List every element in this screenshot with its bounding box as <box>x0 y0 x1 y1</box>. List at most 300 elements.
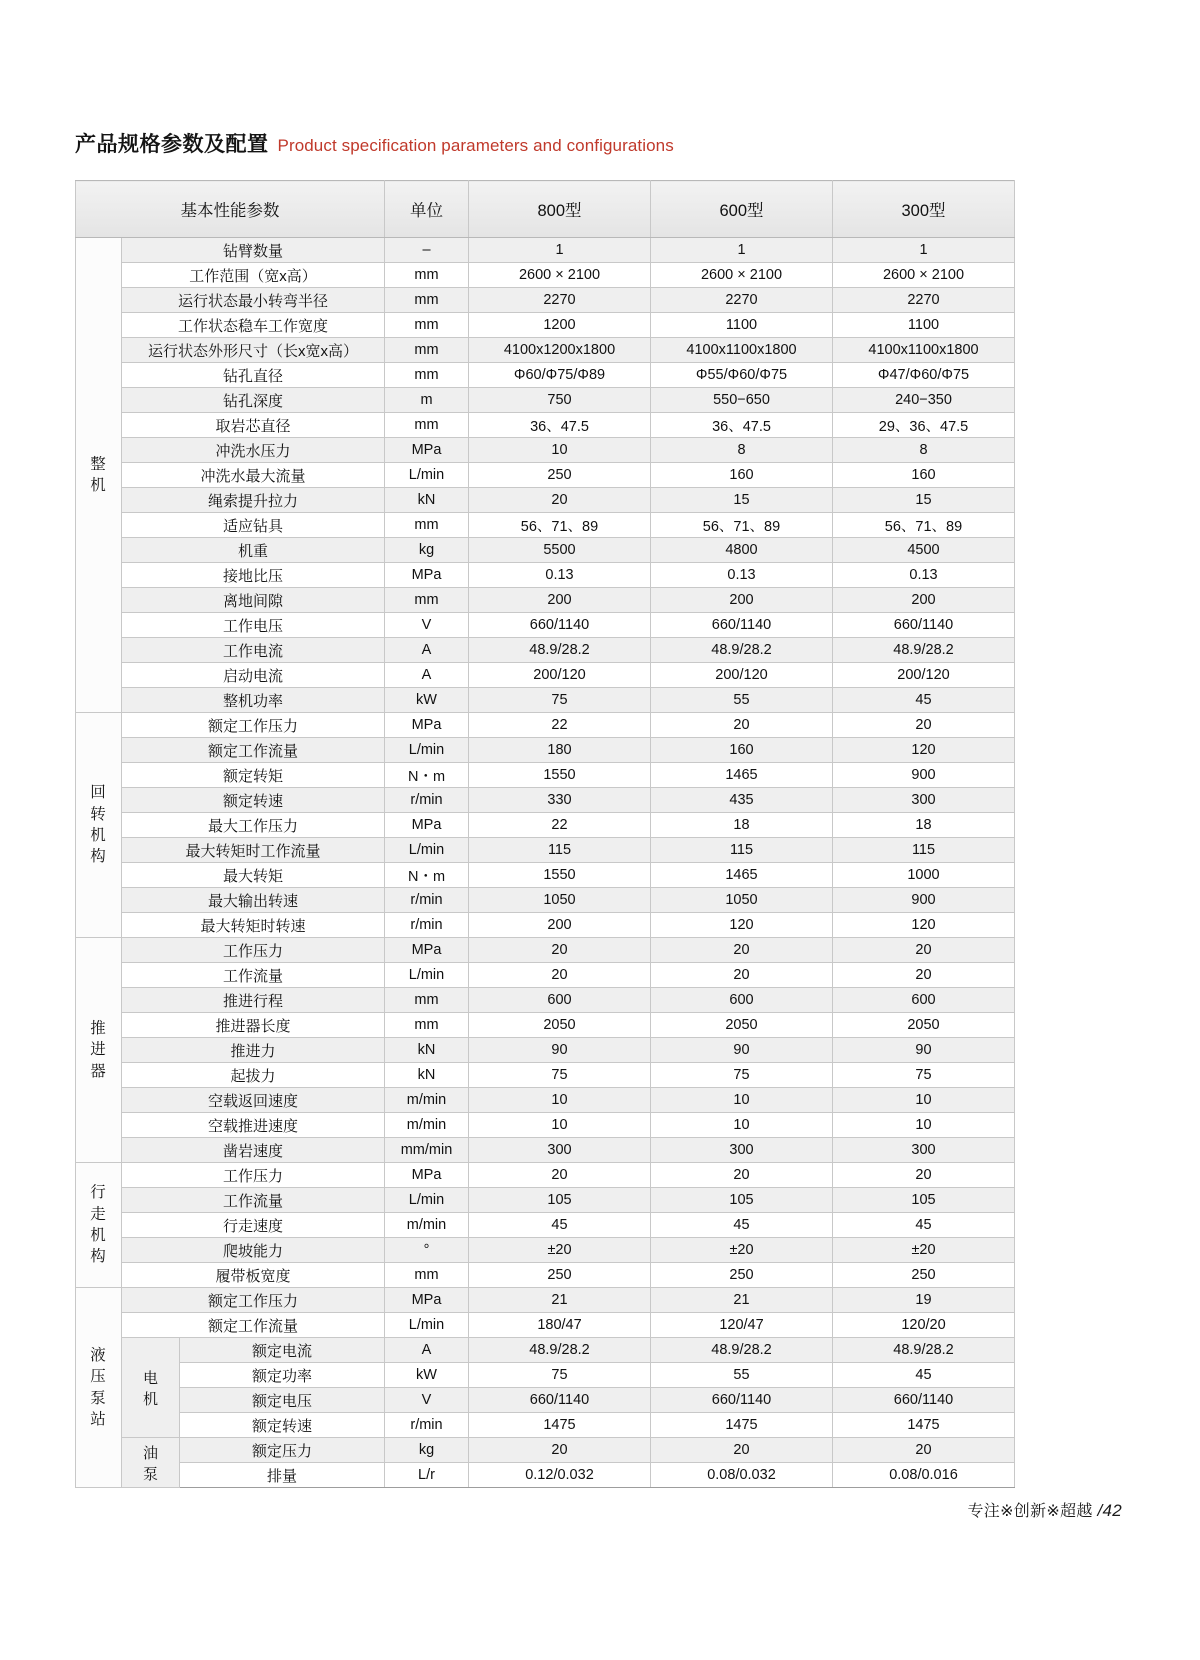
param-name: 起拔力 <box>122 1063 385 1088</box>
param-value-300型: 45 <box>833 1213 1015 1238</box>
param-value-600型: 90 <box>651 1038 833 1063</box>
param-value-600型: 300 <box>651 1138 833 1163</box>
param-value-300型: 2050 <box>833 1013 1015 1038</box>
table-row <box>76 888 1015 913</box>
param-name: 工作压力 <box>122 938 385 963</box>
param-value-300型: 20 <box>833 1163 1015 1188</box>
param-value-800型: 5500 <box>469 538 651 563</box>
param-value-300型: 120 <box>833 738 1015 763</box>
param-value-800型: 10 <box>469 1113 651 1138</box>
param-value-800型: 1 <box>469 238 651 263</box>
param-unit: V <box>385 613 469 638</box>
param-name: 启动电流 <box>122 663 385 688</box>
param-name: 绳索提升拉力 <box>122 488 385 513</box>
param-value-600型: 2600 × 2100 <box>651 263 833 288</box>
param-unit: kN <box>385 1063 469 1088</box>
param-name: 工作压力 <box>122 1163 385 1188</box>
param-unit: r/min <box>385 913 469 938</box>
param-name: 空载返回速度 <box>122 1088 385 1113</box>
param-value-600型: 20 <box>651 938 833 963</box>
param-unit: L/r <box>385 1463 469 1488</box>
param-value-800型: 1550 <box>469 863 651 888</box>
table-row <box>76 1263 1015 1288</box>
param-value-300型: 900 <box>833 763 1015 788</box>
param-value-600型: ±20 <box>651 1238 833 1263</box>
param-value-800型: 22 <box>469 813 651 838</box>
param-unit: mm <box>385 1263 469 1288</box>
table-row <box>76 688 1015 713</box>
param-unit: mm <box>385 313 469 338</box>
param-name: 履带板宽度 <box>122 1263 385 1288</box>
param-value-600型: 10 <box>651 1113 833 1138</box>
param-value-800型: 21 <box>469 1288 651 1313</box>
param-name: 整机功率 <box>122 688 385 713</box>
param-value-600型: 120/47 <box>651 1313 833 1338</box>
param-value-300型: 900 <box>833 888 1015 913</box>
param-value-600型: 15 <box>651 488 833 513</box>
param-value-800型: 300 <box>469 1138 651 1163</box>
param-value-600型: 20 <box>651 713 833 738</box>
param-unit: mm <box>385 988 469 1013</box>
param-name: 冲洗水压力 <box>122 438 385 463</box>
table-row <box>76 1188 1015 1213</box>
param-value-800型: 115 <box>469 838 651 863</box>
param-unit: N・m <box>385 763 469 788</box>
param-unit: – <box>385 238 469 263</box>
param-unit: MPa <box>385 1288 469 1313</box>
param-value-600型: 250 <box>651 1263 833 1288</box>
param-value-600型: 1465 <box>651 763 833 788</box>
param-value-800型: 2270 <box>469 288 651 313</box>
param-value-800型: 22 <box>469 713 651 738</box>
table-row <box>76 1413 1015 1438</box>
group-label-3: 行 走 机 构 <box>76 1163 122 1288</box>
param-unit: m/min <box>385 1113 469 1138</box>
param-name: 工作状态稳车工作宽度 <box>122 313 385 338</box>
param-unit: MPa <box>385 713 469 738</box>
page-title-cn: 产品规格参数及配置 <box>75 133 269 156</box>
param-unit: kg <box>385 1438 469 1463</box>
table-row <box>76 588 1015 613</box>
param-unit: L/min <box>385 463 469 488</box>
param-unit: L/min <box>385 838 469 863</box>
param-value-600型: 55 <box>651 1363 833 1388</box>
param-value-600型: 45 <box>651 1213 833 1238</box>
param-value-600型: 160 <box>651 738 833 763</box>
param-unit: L/min <box>385 1188 469 1213</box>
param-name: 额定工作压力 <box>122 1288 385 1313</box>
table-row <box>76 563 1015 588</box>
param-value-300型: 1000 <box>833 863 1015 888</box>
param-unit: mm <box>385 288 469 313</box>
param-name: 冲洗水最大流量 <box>122 463 385 488</box>
table-row <box>76 238 1015 263</box>
param-value-300型: 19 <box>833 1288 1015 1313</box>
param-value-300型: 90 <box>833 1038 1015 1063</box>
param-value-300型: 300 <box>833 1138 1015 1163</box>
param-value-600型: 20 <box>651 1438 833 1463</box>
table-row <box>76 288 1015 313</box>
param-value-300型: ±20 <box>833 1238 1015 1263</box>
param-name: 额定转矩 <box>122 763 385 788</box>
table-row <box>76 1238 1015 1263</box>
param-unit: kW <box>385 1363 469 1388</box>
footer-slogan: 专注※创新※超越 <box>967 1503 1093 1520</box>
param-name: 适应钻具 <box>122 513 385 538</box>
param-value-300型: 18 <box>833 813 1015 838</box>
param-value-800型: 200 <box>469 588 651 613</box>
param-value-800型: 56、71、89 <box>469 513 651 538</box>
param-value-300型: 200/120 <box>833 663 1015 688</box>
param-value-800型: Φ60/Φ75/Φ89 <box>469 363 651 388</box>
param-value-300型: 1100 <box>833 313 1015 338</box>
param-value-800型: 10 <box>469 1088 651 1113</box>
param-value-600型: 1465 <box>651 863 833 888</box>
param-name: 推进器长度 <box>122 1013 385 1038</box>
param-value-600型: 435 <box>651 788 833 813</box>
param-value-800型: 48.9/28.2 <box>469 638 651 663</box>
table-row <box>76 1363 1015 1388</box>
param-value-800型: 75 <box>469 1063 651 1088</box>
param-value-600型: 2270 <box>651 288 833 313</box>
param-value-600型: 0.13 <box>651 563 833 588</box>
param-name: 工作范围（宽x高） <box>122 263 385 288</box>
param-unit: mm/min <box>385 1138 469 1163</box>
param-value-800型: 45 <box>469 1213 651 1238</box>
table-row <box>76 1088 1015 1113</box>
param-unit: MPa <box>385 563 469 588</box>
param-unit: m/min <box>385 1088 469 1113</box>
param-name: 推进力 <box>122 1038 385 1063</box>
param-name: 最大转矩 <box>122 863 385 888</box>
table-row <box>76 863 1015 888</box>
table-row <box>76 713 1015 738</box>
table-row <box>76 813 1015 838</box>
param-value-800型: 750 <box>469 388 651 413</box>
param-value-800型: 330 <box>469 788 651 813</box>
param-value-300型: 10 <box>833 1088 1015 1113</box>
param-value-300型: 300 <box>833 788 1015 813</box>
param-value-800型: 600 <box>469 988 651 1013</box>
param-value-300型: 1475 <box>833 1413 1015 1438</box>
param-value-600型: 0.08/0.032 <box>651 1463 833 1488</box>
table-row <box>76 538 1015 563</box>
param-unit: mm <box>385 263 469 288</box>
param-value-800型: 250 <box>469 463 651 488</box>
table-row <box>76 913 1015 938</box>
group-label-2: 推 进 器 <box>76 938 122 1163</box>
param-value-600型: 21 <box>651 1288 833 1313</box>
param-value-300型: 600 <box>833 988 1015 1013</box>
param-value-600型: 4100x1100x1800 <box>651 338 833 363</box>
param-value-800型: 250 <box>469 1263 651 1288</box>
param-value-300型: 1 <box>833 238 1015 263</box>
sub-group-label-油泵: 油 泵 <box>122 1438 180 1488</box>
param-value-800型: 1475 <box>469 1413 651 1438</box>
param-name: 额定工作压力 <box>122 713 385 738</box>
table-row <box>76 1113 1015 1138</box>
param-value-300型: 120 <box>833 913 1015 938</box>
param-unit: MPa <box>385 438 469 463</box>
param-value-300型: 45 <box>833 688 1015 713</box>
param-name: 接地比压 <box>122 563 385 588</box>
param-name: 运行状态外形尺寸（长x宽x高） <box>122 338 385 363</box>
param-value-800型: 200/120 <box>469 663 651 688</box>
param-value-800型: 2050 <box>469 1013 651 1038</box>
param-value-600型: 20 <box>651 1163 833 1188</box>
table-row <box>76 613 1015 638</box>
table-row <box>76 788 1015 813</box>
param-value-800型: 1550 <box>469 763 651 788</box>
param-value-300型: 250 <box>833 1263 1015 1288</box>
footer-page-number: /42 <box>1097 1501 1122 1520</box>
param-value-800型: 0.13 <box>469 563 651 588</box>
table-row <box>76 763 1015 788</box>
param-value-600型: 660/1140 <box>651 1388 833 1413</box>
param-value-800型: 660/1140 <box>469 1388 651 1413</box>
param-name: 额定功率 <box>180 1363 385 1388</box>
param-value-800型: 2600 × 2100 <box>469 263 651 288</box>
specification-table <box>75 180 1015 1488</box>
param-value-300型: 29、36、47.5 <box>833 413 1015 438</box>
param-name: 额定转速 <box>122 788 385 813</box>
param-unit: A <box>385 638 469 663</box>
param-value-800型: 20 <box>469 488 651 513</box>
param-unit: L/min <box>385 738 469 763</box>
table-row <box>76 1313 1015 1338</box>
param-value-600型: 160 <box>651 463 833 488</box>
param-unit: L/min <box>385 1313 469 1338</box>
param-value-300型: 160 <box>833 463 1015 488</box>
param-name: 额定压力 <box>180 1438 385 1463</box>
param-value-600型: 1 <box>651 238 833 263</box>
param-unit: r/min <box>385 1413 469 1438</box>
param-name: 最大转矩时工作流量 <box>122 838 385 863</box>
param-value-300型: 10 <box>833 1113 1015 1138</box>
param-value-300型: 660/1140 <box>833 613 1015 638</box>
param-name: 空载推进速度 <box>122 1113 385 1138</box>
param-value-300型: 0.08/0.016 <box>833 1463 1015 1488</box>
param-value-800型: 105 <box>469 1188 651 1213</box>
page-title <box>75 128 674 158</box>
param-value-800型: 20 <box>469 1438 651 1463</box>
param-value-600型: 105 <box>651 1188 833 1213</box>
param-value-300型: 660/1140 <box>833 1388 1015 1413</box>
table-row <box>76 638 1015 663</box>
param-value-600型: 48.9/28.2 <box>651 638 833 663</box>
param-unit: mm <box>385 588 469 613</box>
param-unit: mm <box>385 413 469 438</box>
sub-group-label-电机: 电 机 <box>122 1338 180 1438</box>
param-unit: V <box>385 1388 469 1413</box>
param-value-300型: 115 <box>833 838 1015 863</box>
header-basic-params: 基本性能参数 <box>76 181 385 238</box>
param-value-600型: 600 <box>651 988 833 1013</box>
table-row <box>76 663 1015 688</box>
param-value-800型: 75 <box>469 1363 651 1388</box>
page-title-en: Product specification parameters and configurations <box>277 136 674 155</box>
param-value-800型: 20 <box>469 963 651 988</box>
param-unit: MPa <box>385 938 469 963</box>
table-header-row <box>76 181 1015 238</box>
table-row <box>76 1463 1015 1488</box>
param-name: 钻孔深度 <box>122 388 385 413</box>
param-unit: kg <box>385 538 469 563</box>
param-value-600型: 550−650 <box>651 388 833 413</box>
param-name: 钻臂数量 <box>122 238 385 263</box>
param-value-800型: 1050 <box>469 888 651 913</box>
param-unit: kN <box>385 1038 469 1063</box>
param-value-300型: 48.9/28.2 <box>833 638 1015 663</box>
param-value-300型: 2600 × 2100 <box>833 263 1015 288</box>
param-name: 机重 <box>122 538 385 563</box>
param-value-300型: Φ47/Φ60/Φ75 <box>833 363 1015 388</box>
param-value-600型: 36、47.5 <box>651 413 833 438</box>
param-value-600型: 75 <box>651 1063 833 1088</box>
group-label-4: 液 压 泵 站 <box>76 1288 122 1488</box>
table-row <box>76 1138 1015 1163</box>
param-value-600型: 20 <box>651 963 833 988</box>
table-row <box>76 1038 1015 1063</box>
param-unit: m <box>385 388 469 413</box>
param-name: 凿岩速度 <box>122 1138 385 1163</box>
header-unit: 单位 <box>385 181 469 238</box>
param-unit: A <box>385 1338 469 1363</box>
param-value-600型: Φ55/Φ60/Φ75 <box>651 363 833 388</box>
param-unit: r/min <box>385 788 469 813</box>
param-value-300型: 20 <box>833 963 1015 988</box>
header-model-800型: 800型 <box>469 181 651 238</box>
param-unit: m/min <box>385 1213 469 1238</box>
param-value-600型: 1475 <box>651 1413 833 1438</box>
param-value-600型: 55 <box>651 688 833 713</box>
param-unit: kW <box>385 688 469 713</box>
param-value-300型: 105 <box>833 1188 1015 1213</box>
param-value-800型: 1200 <box>469 313 651 338</box>
table-row <box>76 438 1015 463</box>
param-value-300型: 20 <box>833 1438 1015 1463</box>
table-row <box>76 1338 1015 1363</box>
page-footer <box>967 1498 1122 1521</box>
param-value-800型: 90 <box>469 1038 651 1063</box>
header-model-600型: 600型 <box>651 181 833 238</box>
header-model-300型: 300型 <box>833 181 1015 238</box>
param-name: 工作流量 <box>122 1188 385 1213</box>
param-value-600型: 18 <box>651 813 833 838</box>
param-value-300型: 75 <box>833 1063 1015 1088</box>
table-row <box>76 938 1015 963</box>
param-name: 行走速度 <box>122 1213 385 1238</box>
param-value-800型: 4100x1200x1800 <box>469 338 651 363</box>
param-value-600型: 660/1140 <box>651 613 833 638</box>
table-row <box>76 338 1015 363</box>
param-unit: mm <box>385 338 469 363</box>
param-value-600型: 4800 <box>651 538 833 563</box>
param-value-800型: 180/47 <box>469 1313 651 1338</box>
param-value-600型: 200/120 <box>651 663 833 688</box>
param-name: 额定工作流量 <box>122 738 385 763</box>
param-value-300型: 56、71、89 <box>833 513 1015 538</box>
param-unit: r/min <box>385 888 469 913</box>
param-value-800型: 36、47.5 <box>469 413 651 438</box>
param-unit: ° <box>385 1238 469 1263</box>
table-row <box>76 1438 1015 1463</box>
param-name: 推进行程 <box>122 988 385 1013</box>
param-name: 工作电流 <box>122 638 385 663</box>
param-value-600型: 8 <box>651 438 833 463</box>
table-row <box>76 838 1015 863</box>
param-name: 额定转速 <box>180 1413 385 1438</box>
table-row <box>76 1163 1015 1188</box>
table-row <box>76 1063 1015 1088</box>
param-name: 额定电压 <box>180 1388 385 1413</box>
param-value-300型: 45 <box>833 1363 1015 1388</box>
param-value-800型: 20 <box>469 938 651 963</box>
group-label-0: 整 机 <box>76 238 122 713</box>
param-value-300型: 0.13 <box>833 563 1015 588</box>
param-value-600型: 2050 <box>651 1013 833 1038</box>
param-name: 爬坡能力 <box>122 1238 385 1263</box>
table-row <box>76 1388 1015 1413</box>
param-value-300型: 240−350 <box>833 388 1015 413</box>
param-value-800型: 75 <box>469 688 651 713</box>
param-name: 钻孔直径 <box>122 363 385 388</box>
param-unit: MPa <box>385 813 469 838</box>
param-value-300型: 120/20 <box>833 1313 1015 1338</box>
param-value-300型: 48.9/28.2 <box>833 1338 1015 1363</box>
param-value-300型: 15 <box>833 488 1015 513</box>
param-value-600型: 10 <box>651 1088 833 1113</box>
param-value-800型: 0.12/0.032 <box>469 1463 651 1488</box>
table-row <box>76 413 1015 438</box>
param-value-600型: 115 <box>651 838 833 863</box>
param-name: 最大转矩时转速 <box>122 913 385 938</box>
param-value-300型: 4100x1100x1800 <box>833 338 1015 363</box>
table-row <box>76 363 1015 388</box>
param-value-300型: 8 <box>833 438 1015 463</box>
param-unit: mm <box>385 1013 469 1038</box>
param-unit: N・m <box>385 863 469 888</box>
param-name: 工作流量 <box>122 963 385 988</box>
param-unit: mm <box>385 363 469 388</box>
param-value-800型: 10 <box>469 438 651 463</box>
param-value-600型: 1050 <box>651 888 833 913</box>
param-unit: A <box>385 663 469 688</box>
table-row <box>76 263 1015 288</box>
param-name: 离地间隙 <box>122 588 385 613</box>
table-row <box>76 313 1015 338</box>
param-unit: L/min <box>385 963 469 988</box>
param-value-600型: 56、71、89 <box>651 513 833 538</box>
table-row <box>76 988 1015 1013</box>
param-value-300型: 200 <box>833 588 1015 613</box>
param-name: 工作电压 <box>122 613 385 638</box>
table-row <box>76 513 1015 538</box>
param-value-300型: 4500 <box>833 538 1015 563</box>
param-value-800型: 180 <box>469 738 651 763</box>
param-name: 取岩芯直径 <box>122 413 385 438</box>
param-unit: MPa <box>385 1163 469 1188</box>
param-value-300型: 20 <box>833 938 1015 963</box>
table-row <box>76 963 1015 988</box>
table-row <box>76 463 1015 488</box>
param-value-600型: 120 <box>651 913 833 938</box>
param-value-800型: 200 <box>469 913 651 938</box>
param-name: 最大工作压力 <box>122 813 385 838</box>
table-row <box>76 1213 1015 1238</box>
param-value-300型: 20 <box>833 713 1015 738</box>
table-row <box>76 388 1015 413</box>
